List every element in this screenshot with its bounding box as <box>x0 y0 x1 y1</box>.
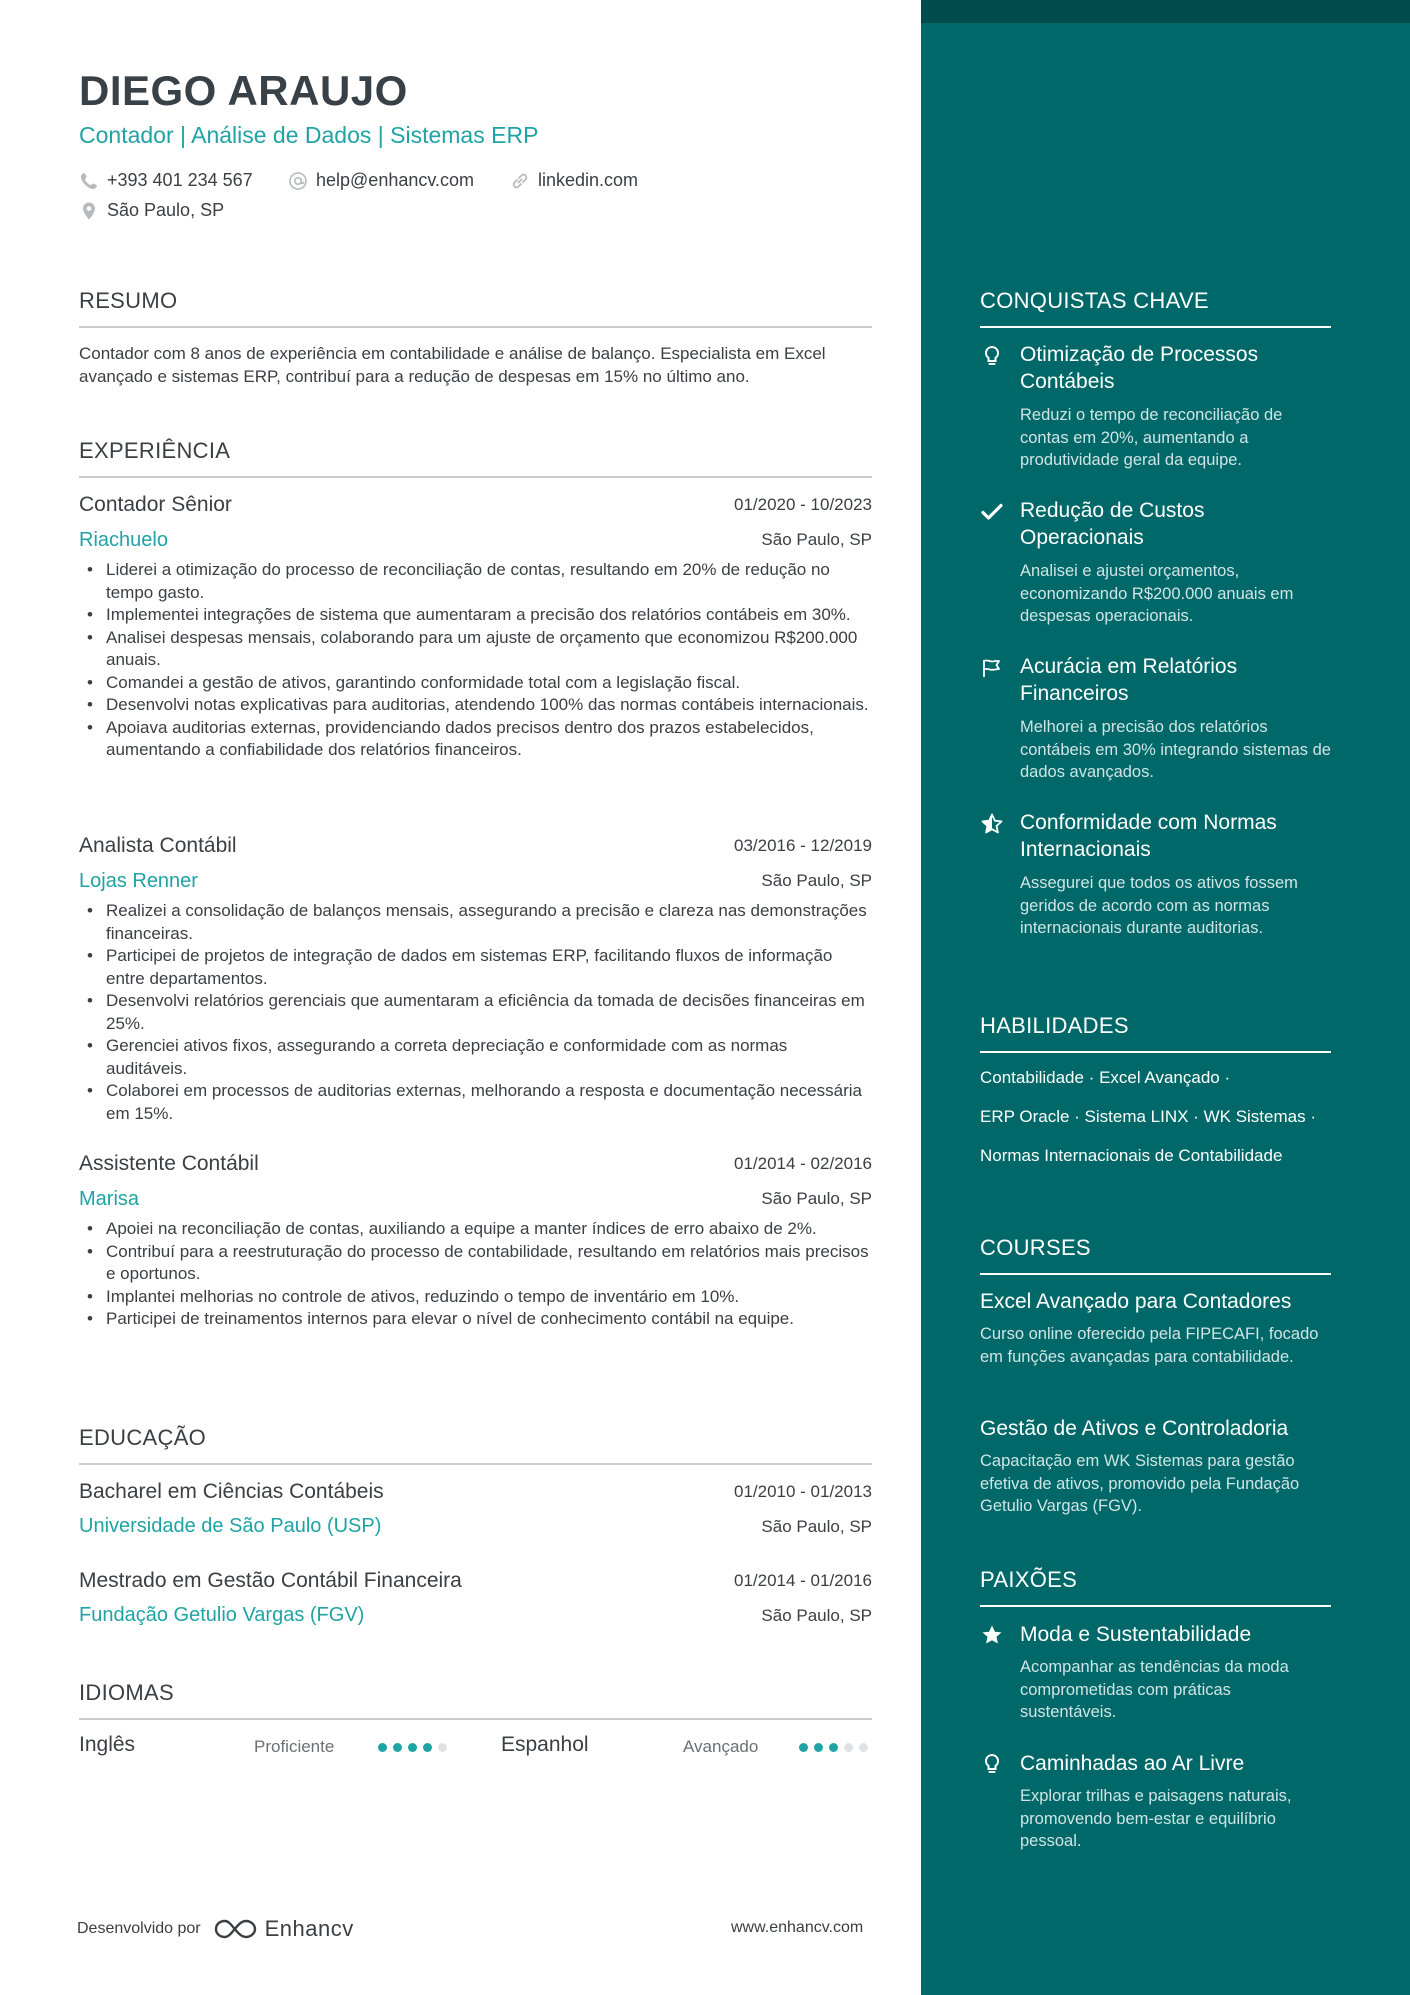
rating-dot <box>799 1743 808 1752</box>
phone-text: +393 401 234 567 <box>107 170 253 190</box>
list-item: • Liderei a otimização do processo de reconciliação de contas, resultando em 20% de redução no tempo gasto. <box>106 559 872 604</box>
skills-section-title: HABILIDADES <box>980 1013 1331 1053</box>
list-item: • Implementei integrações de sistema que aumentaram a precisão dos relatórios contábeis em 30%. <box>106 604 872 627</box>
sidebar-top-bar <box>921 0 1410 23</box>
job-dates: 01/2020 - 10/2023 <box>733 495 872 514</box>
list-item: • Apoiava auditorias externas, providenciando dados precisos dentro dos prazos estabelecidos, aumentando a confiabilidade dos relatórios financeiros. <box>106 717 872 762</box>
lightbulb-icon <box>980 344 1004 368</box>
link-icon <box>510 171 530 191</box>
list-item: • Participei de projetos de integração de dados em sistemas ERP, facilitando fluxos de informação entre departamentos. <box>106 945 872 990</box>
list-item: • Desenvolvi notas explicativas para auditorias, atendendo 100% das normas contábeis internacionais. <box>106 694 872 717</box>
language-name: Inglês <box>79 1733 136 1756</box>
job-company: Lojas Renner <box>79 870 198 892</box>
candidate-name: DIEGO ARAUJO <box>79 67 408 114</box>
skill-line: Normas Internacionais de Contabilidade <box>980 1146 1283 1165</box>
course-text: Curso online oferecido pela FIPECAFI, focado em funções avançadas para contabilidade. <box>980 1325 1319 1366</box>
achievement-title: Otimização de Processos Contábeis <box>1020 343 1259 393</box>
education-dates: 01/2010 - 01/2013 <box>733 1482 872 1501</box>
language-level: Avançado <box>683 1737 759 1756</box>
list-item: • Contribuí para a reestruturação do processo de contabilidade, resultando em relatórios mais precisos e oportunos. <box>106 1241 872 1286</box>
job-role: Contador Sênior <box>79 493 232 516</box>
footer-website[interactable]: www.enhancv.com <box>731 1919 864 1936</box>
course-title: Excel Avançado para Contadores <box>980 1290 1292 1313</box>
passion-text: Acompanhar as tendências da moda comprometidas com práticas sustentáveis. <box>1020 1658 1289 1721</box>
languages-section-title: IDIOMAS <box>79 1680 872 1720</box>
language-rating <box>799 1743 868 1752</box>
star-half-icon <box>980 812 1004 836</box>
rating-dot <box>423 1743 432 1752</box>
rating-dot <box>844 1743 853 1752</box>
list-item: • Desenvolvi relatórios gerenciais que aumentaram a eficiência da tomada de decisões financeiras em 25%. <box>106 990 872 1035</box>
courses-section-title: COURSES <box>980 1235 1331 1275</box>
job-location: São Paulo, SP <box>761 871 872 890</box>
phone-icon <box>79 171 99 191</box>
education-location: São Paulo, SP <box>761 1606 872 1625</box>
job-company: Riachuelo <box>79 529 168 551</box>
rating-dot <box>393 1743 402 1752</box>
passions-section-title: PAIXÕES <box>980 1567 1331 1607</box>
passion-title: Caminhadas ao Ar Livre <box>1020 1752 1245 1775</box>
skill-line: Contabilidade · Excel Avançado · <box>980 1068 1231 1087</box>
job-role: Assistente Contábil <box>79 1152 259 1175</box>
list-item: • Colaborei em processos de auditorias externas, melhorando a resposta e documentação necessária em 15%. <box>106 1080 872 1125</box>
checkmark-icon <box>980 500 1004 524</box>
achievement-title: Acurácia em Relatórios Financeiros <box>1020 655 1238 705</box>
language-level: Proficiente <box>254 1737 335 1756</box>
list-item: • Gerenciei ativos fixos, assegurando a correta depreciação e conformidade com as normas auditáveis. <box>106 1035 872 1080</box>
linkedin-text: linkedin.com <box>538 170 639 190</box>
achievement-title: Conformidade com Normas Internacionais <box>1020 811 1277 861</box>
list-item: • Comandei a gestão de ativos, garantindo conformidade total com a legislação fiscal. <box>106 672 872 695</box>
education-degree: Mestrado em Gestão Contábil Financeira <box>79 1569 462 1592</box>
education-school: Universidade de São Paulo (USP) <box>79 1515 382 1537</box>
achievement-text: Melhorei a precisão dos relatórios contábeis em 30% integrando sistemas de dados avançados. <box>1020 718 1331 781</box>
sidebar <box>921 0 1410 1995</box>
summary-text: Contador com 8 anos de experiência em contabilidade e análise de balanço. Especialista em Excel avançado e sistemas ERP, contribuí para a redução de despesas em 15% no último ano. <box>79 344 826 386</box>
passion-text: Explorar trilhas e paisagens naturais, promovendo bem-estar e equilíbrio pessoal. <box>1020 1787 1292 1850</box>
list-item: • Implantei melhorias no controle de ativos, reduzindo o tempo de inventário em 10%. <box>106 1286 872 1309</box>
list-item: • Realizei a consolidação de balanços mensais, assegurando a precisão e clareza nas demonstrações financeiras. <box>106 900 872 945</box>
star-icon <box>980 1623 1004 1647</box>
course-title: Gestão de Ativos e Controladoria <box>980 1417 1289 1440</box>
achievement-text: Assegurei que todos os ativos fossem geridos de acordo com as normas internacionais durante auditorias. <box>1020 874 1298 937</box>
contact-phone[interactable] <box>79 170 253 191</box>
location-pin-icon <box>79 201 99 221</box>
education-school: Fundação Getulio Vargas (FGV) <box>79 1604 365 1626</box>
lightbulb-icon <box>980 1752 1004 1776</box>
contact-email[interactable] <box>288 170 474 191</box>
job-role: Analista Contábil <box>79 834 237 857</box>
job-dates: 03/2016 - 12/2019 <box>733 836 872 855</box>
contact-linkedin[interactable] <box>510 170 638 191</box>
contact-location <box>79 200 224 221</box>
course-text: Capacitação em WK Sistemas para gestão efetiva de ativos, promovido pela Fundação Getulio Vargas (FGV). <box>980 1452 1300 1515</box>
enhancv-logo[interactable] <box>213 1916 354 1942</box>
achievement-text: Reduzi o tempo de reconciliação de contas em 20%, aumentando a produtividade geral da equipe. <box>1020 406 1283 469</box>
email-text: help@enhancv.com <box>316 170 475 190</box>
rating-dot <box>829 1743 838 1752</box>
rating-dot <box>859 1743 868 1752</box>
job-bullets <box>106 1218 872 1331</box>
rating-dot <box>438 1743 447 1752</box>
achievement-title: Redução de Custos Operacionais <box>1020 499 1205 549</box>
list-item: • Apoiei na reconciliação de contas, auxiliando a equipe a manter índices de erro abaixo de 2%. <box>106 1218 872 1241</box>
footer-powered-by <box>77 1916 354 1942</box>
achievements-section-title: CONQUISTAS CHAVE <box>980 288 1331 328</box>
education-section-title: EDUCAÇÃO <box>79 1425 872 1465</box>
education-dates: 01/2014 - 01/2016 <box>733 1571 872 1590</box>
at-sign-icon <box>288 171 308 191</box>
enhancv-logo-icon <box>213 1917 259 1941</box>
passion-title: Moda e Sustentabilidade <box>1020 1623 1252 1646</box>
summary-section-title: RESUMO <box>79 288 872 328</box>
powered-by-text: Desenvolvido por <box>77 1920 201 1937</box>
language-name: Espanhol <box>501 1733 589 1756</box>
job-bullets <box>106 900 872 1125</box>
list-item: • Participei de treinamentos internos para elevar o nível de conhecimento contábil na equipe. <box>106 1308 872 1331</box>
job-location: São Paulo, SP <box>761 530 872 549</box>
location-text: São Paulo, SP <box>107 200 225 220</box>
rating-dot <box>408 1743 417 1752</box>
flag-icon <box>980 656 1004 680</box>
skill-line: ERP Oracle · Sistema LINX · WK Sistemas · <box>980 1107 1316 1126</box>
enhancv-logo-text: Enhancv <box>264 1916 354 1941</box>
achievement-text: Analisei e ajustei orçamentos, economizando R$200.000 anuais em despesas operacionais. <box>1020 562 1294 625</box>
candidate-headline: Contador | Análise de Dados | Sistemas ERP <box>79 122 539 148</box>
education-degree: Bacharel em Ciências Contábeis <box>79 1480 384 1503</box>
job-company: Marisa <box>79 1188 140 1210</box>
experience-section-title: EXPERIÊNCIA <box>79 438 872 478</box>
job-dates: 01/2014 - 02/2016 <box>733 1154 872 1173</box>
rating-dot <box>378 1743 387 1752</box>
education-location: São Paulo, SP <box>761 1517 872 1536</box>
job-bullets <box>106 559 872 762</box>
list-item: • Analisei despesas mensais, colaborando para um ajuste de orçamento que economizou R$200.000 anuais. <box>106 627 872 672</box>
rating-dot <box>814 1743 823 1752</box>
job-location: São Paulo, SP <box>761 1189 872 1208</box>
language-rating <box>378 1743 447 1752</box>
